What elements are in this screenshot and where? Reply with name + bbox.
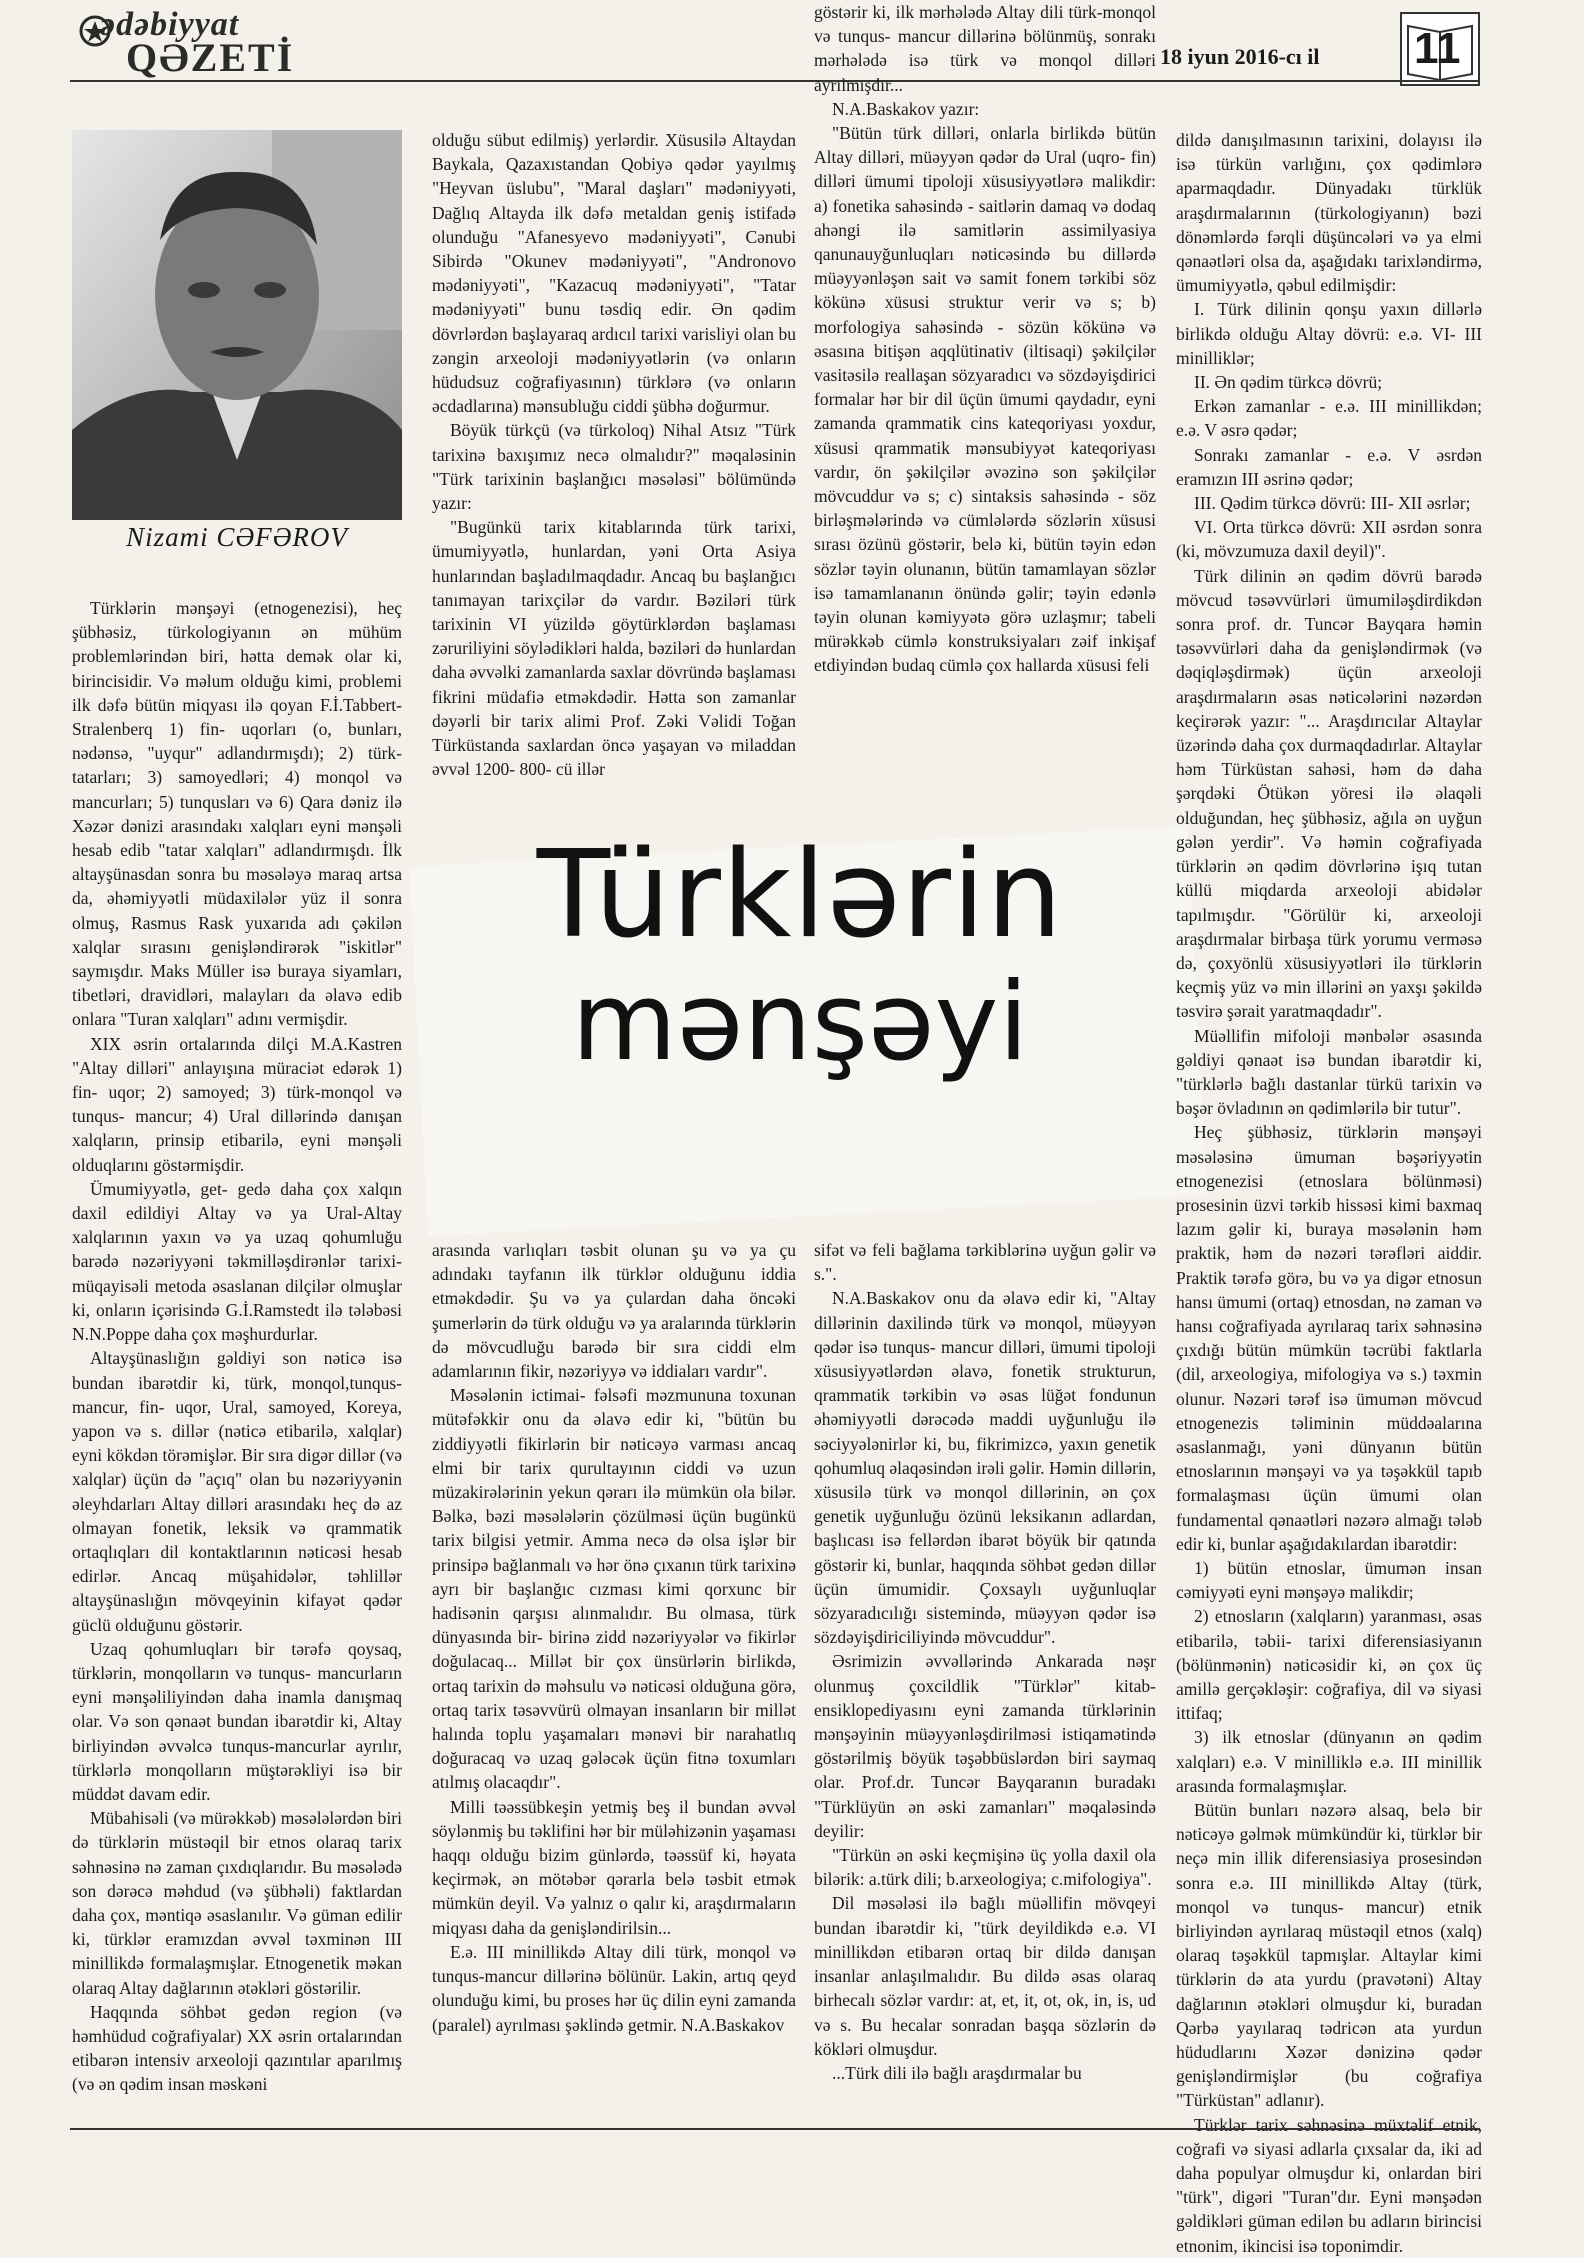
author-photo <box>72 130 402 520</box>
paragraph: 2) etnosların (xalqların) yaranması, əsas etibarilə, təbii- tarixi diferensiasiyanın (bölünmənin) nəticəsidir ki, ən çox üç amillə gerçəkləşir: coğrafiya, dil və siyasi ittifaq; <box>1176 1606 1482 1724</box>
paragraph: Sonrakı zamanlar - e.ə. V əsrdən eramızın III əsrinə qədər; <box>1176 444 1482 489</box>
paragraph: Türklər tarix səhnəsinə müxtəlif etnik, coğrafi və siyasi adlarla çıxsalar da, iki ad daha populyar olmuşdur ki, onlardan biri "türk", digəri "Turan"dır. Eyni mənşədən gəldikləri güman edilən bu adların birincisi etnonim, ikincisi isə toponimdir. <box>1176 2114 1482 2256</box>
paragraph: VI. Orta türkcə dövrü: XII əsrdən sonra (ki, mövzumuza daxil deyil)". <box>1176 517 1482 562</box>
headline-line-1: Türklərin <box>536 826 1064 965</box>
issue-date: 18 iyun 2016-cı il <box>1160 44 1320 69</box>
paragraph: N.A.Baskakov yazır: <box>832 98 980 119</box>
paragraph: Ümumiyyətlə, get- gedə daha çox xalqın daxil edildiyi Altay və ya Ural-Altay xalqlarının yaxın və ya uzaq qohumluğu barədə nəzəriyyəni təkmilləşdirənlər tarixi-müqayisəli metoda əsaslanan dilçilər olmuşlar ki, onların içərisində G.İ.Ramstedt ilə tələbəsi N.N.Poppe daha çox məşhurdurlar. <box>72 1178 402 1345</box>
paragraph: Erkən zamanlar - e.ə. III minillikdən; e.ə. V əsrə qədər; <box>1176 396 1482 441</box>
paragraph: Haqqında söhbət gedən region (və həmhüdud coğrafiyalar) XX əsrin ortalarından etibarən intensiv arxeoloji qazıntılar aparılmış (və ən qədim insan məskəni <box>72 2001 402 2095</box>
newspaper-logo <box>78 6 318 80</box>
paragraph: "Bugünkü tarix kitablarında türk tarixi, ümumiyyətlə, hunlardan, yəni Orta Asiya hunlarından başladılmaqdadır. Ancaq bu başlanğıcı tanımayan tarixçilər də vardır. Bəziləri türk tarixinin VI yüzildə göytürklərdən başlaması zəruriliyini söylədikləri halda, bəziləri də hunlardan daha əvvəlki zamanlarda saxlar dövründə başlaması fikrini müdafiə etməkdədir. Hətta son zamanlar dəyərli bir tarix alimi Prof. Zəki Vəlidi Toğan Türküstanda saxlardan öncə yaşayan və miladdan əvvəl 1200- 800- cü illər <box>432 517 796 780</box>
paragraph: E.ə. III minillikdə Altay dili türk, monqol və tunqus-mancur dillərinə bölünür. Lakin, artıq qeyd olunduğu kimi, bu proses hər üç dilin eyni zamanda (paralel) ayrılması şəklində getmir. N.A.Baskakov <box>432 1941 796 2035</box>
paragraph: Milli təəssübkeşin yetmiş beş il bundan əvvəl söylənmiş bu təklifini hər bir müləhizənin yaşaması haqqı olduğu bizim günlərdə, təəssüf ki, həyata keçirmək, ən mötəbər qərarla belə təsbit etmək mümkün deyil. Və yalnız o qalır ki, araşdırmaların miqyası daha da genişləndirilsin... <box>432 1796 796 1938</box>
paragraph: 1) bütün etnoslar, ümumən insan cəmiyyəti eyni mənşəyə malikdir; <box>1176 1557 1482 1603</box>
paragraph: Uzaq qohumluqları bir tərəfə qoysaq, türklərin, monqolların və tunqus- mancurların eyni mənşəliliyindən daha inamla danışmaq olar. Və son qənaət bundan ibarətdir ki, Altay birliyindən əvvəlcə tunqus-mancurlar ayrılır, türklərlə monqolların müştərəkliyi isə bir müddət davam edir. <box>72 1638 402 1804</box>
headline <box>520 826 1080 1085</box>
paragraph: III. Qədim türkcə dövrü: III- XII əsrlər; <box>1194 493 1471 514</box>
paragraph: göstərir ki, ilk mərhələdə Altay dili türk-monqol və tunqus- mancur dillərinə bölünmüş, sonrakı mərhələdə isə türk və monqol dilləri ayrılmışdır... <box>814 2 1156 95</box>
paragraph: Böyük türkçü (və türkoloq) Nihal Atsız "Türk tarixinə baxışımız necə olmalıdır?" məqaləsinin "Türk tarixinin başlanğıcı məsələsi" bölümündə yazır: <box>432 420 796 514</box>
paragraph: Müəllifin mifoloji mənbələr əsasında gəldiyi qənaət isə bundan ibarətdir ki, "türklərlə bağlı dastanlar türkü tarixin və bəşər övladının ən qədimlərilə bir tutur". <box>1176 1025 1482 1119</box>
paragraph: olduğu sübut edilmiş) yerlərdir. Xüsusilə Altaydan Baykala, Qazaxıstandan Qobiyə qədər yayılmış "Heyvan üslubu", "Maral daşları" mədəniyyəti, Dağlıq Altayda ilk dəfə metaldan geniş istifadə olunduğu "Afanesyevo mədəniyyəti", Cənubi Sibirdə "Okunev mədəniyyəti", "Andronovo mədəniyyəti", "Kazacuq mədəniyyəti", "Tatar mədəniyyəti" bunu təsdiq edir. Ən qədim dövrlərdən başlayaraq ardıcıl tarixi varisliyi olan bu zəngin arxeoloji mədəniyyətlərin (və onların hüdudsuz coğrafiyasının) türklərə (və onların əcdadlarına) mənsubluğu ciddi şübhə doğurmur. <box>432 130 796 417</box>
page-number: 11 <box>1414 24 1461 73</box>
column-2-top <box>432 128 796 781</box>
paragraph: II. Ən qədim türkcə dövrü; <box>1194 372 1383 393</box>
paragraph: 3) ilk etnoslar (dünyanın ən qədim xalqları) e.ə. V minilliklə e.ə. III minillik arasında formalaşmışlar. <box>1176 1727 1482 1796</box>
paragraph: N.A.Baskakov onu da əlavə edir ki, "Altay dillərinin daxilində türk və monqol, müəyyən qədər isə tunqus- mancur dilləri, ümumi tipoloji xüsusiyyətlərdən əlavə, fonetik strukturun, qrammatik tərkibin və əsas lüğət fondunun əhəmiyyətli dərəcədə maddi uyğunluğu ilə səciyyələnirlər ki, bu, fikrimizcə, yaxın genetik qohumluq əlaqəsindən irəli gəlir. Həmin dillərin, xüsusilə türk və monqol dillərinin, ən çox genetik uyğunluğu özünü leksikanın adlardan, başlıcası isə fellərdən ibarət böyük bir qatında göstərir ki, bunlar, haqqında söhbət gedən dillər üçün ümumidir. Çoxsaylı uyğunluqlar sözyaradıcılığı sistemində, müəyyən qədər isə sözdəyişdiriciliyində mövcuddur". <box>814 1288 1156 1648</box>
header-divider <box>70 80 1480 82</box>
paragraph: Bütün bunları nəzərə alsaq, belə bir nəticəyə gəlmək mümkündür ki, türklər bir neçə min illik diferensiasiya prosesindən sonra e.ə. III minillikdə Altay (türk, monqol və tunqus- mancur) etnik birliyindən ayrılaraq müstəqil etnos (xalq) olaraq təşəkkül tapmışlar. Altaylar kimi türklərin də ata yurdu (pravətəni) Altay dağlarının ətəkləri olmuşdur ki, buradan Qərbə yayılaraq tədricən ata yurdun hüdudlarını Xəzər dənizinə qədər genişləndirmişlər (bu coğrafiya "Türküstan" adlanır). <box>1176 1800 1482 2111</box>
author-name: Nizami CƏFƏROV <box>126 522 348 552</box>
column-3-top <box>814 0 1156 678</box>
paragraph: arasında varlıqları təsbit olunan şu və ya çu adındakı tayfanın ilk türklər olduğunu iddia etməkdədir. Şu və ya çulardan daha öncəki şumerlərin də türk olduğu və ya aralarında türklərin də mövcudluğu barədə bir sıra ciddi elm adamlarının fikir, nəzəriyyə və iddiaları vardır". <box>432 1240 796 1382</box>
paragraph: XIX əsrin ortalarında dilçi M.A.Kastren "Altay dilləri" anlayışına müraciət edərək 1) fin- uqor; 2) samoyed; 3) türk-monqol və tunqus- mancur; 4) Ural dillərində danışan xalqların, prinsip etibarilə, eyni mənşəli olduqlarını göstərmişdir. <box>72 1033 402 1175</box>
column-3-bottom <box>814 1238 1156 2085</box>
paragraph: Türk dilinin ən qədim dövrü barədə mövcud təsəvvürləri ümumiləşdirdikdən sonra prof. dr. Tuncər Bayqara həmin təsəvvürləri daha da genişləndirmək (və dəqiqləşdirmək) üçün arxeoloji araşdırmaların əsas nəticələrini nəzərdən keçirərək yazır: "... Araşdırıcılar Altaylar üzərində daha çox durmaqdadırlar. Altaylar həm Türküstan sahəsi, həm də daha şərqdəki Ötükən yöresi ilə əlaqəli olduğundan, heç şübhəsiz, ağıla ən uyğun gələn yerdir". Və həmin coğrafiyada türklərin ən qədim dövrlərinə işıq tutan küllü miqdarda arxeoloji abidələr tapılmışdır. "Görülür ki, arxeoloji araşdırmalar birbaşa türk yorumu verməsə də, çoxyönlü xüsusiyyətləri ilə türklərin keçmiş yüz və min illərini ən yaxşı şəkildə təsvirə şərait yaratmaqdadır". <box>1176 565 1482 1022</box>
column-1 <box>72 596 402 2097</box>
paragraph: sifət və feli bağlama tərkiblərinə uyğun gəlir və s.". <box>814 1240 1156 1285</box>
portrait-image <box>72 130 402 520</box>
paragraph: Məsələnin ictimai- fəlsəfi məzmununa toxunan mütəfəkkir onu da əlavə edir ki, "bütün bu ziddiyyətli fikirlərin bir nəticəyə varması ancaq elmi bir tarix qurultayının ciddi və uzun müzakirələrinin yekun qərarı ilə mümkün ola bilər. Bəlkə, bəzi məsələlərin çözülməsi üçün bugünkü tarix bilgisi yetmir. Amma necə də olsa işlər bir prinsipə bağlanmalı və hər önə çıxanın türk tarixinə ayrı bir başlanğıc cızması kimi qorxunc bir hadisənin qarşısı alınmalıdır. Bu olmasa, türk dünyasında bir- birinə zidd nəzəriyyələr və fikirlər doğulacaq... Millət bir çox ünsürlərin birlikdə, ortaq tarixin də məhsulu və nəticəsi olduğuna görə, ortaq tarix təsəvvürü olmayan insanların bir millət halında toplu yaşamaları mənəvi bir narahatlıq doğuracaq və uzaq gələcək üçün fitnə toxumları atılmış olacaqdır". <box>432 1385 796 1793</box>
paragraph: Mübahisəli (və mürəkkəb) məsələlərdən biri də türklərin müstəqil bir etnos olaraq tarix səhnəsinə nə zaman çıxdıqlarıdır. Bu məsələdə son dərəcə məhdud (və şübhəli) faktlardan daha çox, məntiqə əsaslanılır. Və güman edilir ki, türklər eramızdan əvvəl təxminən III minillikdə formalaşmışlar. Etnogenetik məkan olaraq Altay dağlarının ətəkləri göstərilir. <box>72 1808 402 1998</box>
paragraph: Dil məsələsi ilə bağlı müəllifin mövqeyi bundan ibarətdir ki, "türk deyildikdə e.ə. VI minillikdən etibarən ortaq bir dildə danışan insanlar anlaşılmalıdır. Bu dildə əsas olaraq birhecalı sözlər vardır: at, et, it, ot, ok, in, is, ud və s. Bu hecalar sonradan başqa sözlərin də kökləri olmuşdur. <box>814 1893 1156 2059</box>
footer-divider <box>70 2128 1480 2130</box>
paragraph: "Türkün ən əski keçmişinə üç yolla daxil ola bilərik: a.türk dili; b.arxeologiya; c.mifologiya". <box>814 1845 1156 1890</box>
paragraph: Türklərin mənşəyi (etnogenezisi), heç şübhəsiz, türkologiyanın ən mühüm problemlərindən biri, hətta demək olar ki, birincisidir. Və məlum olduğu kimi, problemi ilk dəfə bütün miqyası ilə qoyan F.İ.Tabbert- Stralenberq 1) fin- uqorları (o, bunları, nədənsə, "uyqur" adlandırmışdı); 2) türk- tatarları; 3) samoyedləri; 4) monqol və mancurları; 5) tunqusları və 6) Qara dəniz ilə Xəzər dənizi arasındakı xalqları eyni mənşəli hesab edib "tatar xalqları" adlandırmışdı. İlk altayşünasdan sonra bu məsələyə maraq artsa da, əhəmiyyətli müdaxilələr yüz il sonra olmuş, Rasmus Rask yuxarıda adı çəkilən xalqlar sırasını genişləndirərək "iskitlər" saymışdır. Maks Müller isə buraya siyamları, tibetləri, dravidləri, malayları da əlavə edib onlara "Turan xalqları" adını vermişdir. <box>72 598 402 1030</box>
headline-line-2: mənşəyi <box>571 960 1029 1085</box>
paragraph: "Bütün türk dilləri, onlarla birlikdə bütün Altay dilləri, müəyyən qədər də Ural (uqro- fin) dilləri ümumi tipoloji xüsusiyyətlərə malikdir: a) fonetika sahəsində - saitlərin damaq və dodaq ahəngi ilə samitlərin assimilyasiya qanunauyğunluqları nəticəsində bu dillərdə müəyyənləşən sait və samit fonem tərkibi söz kökünə xüsusi struktur verir və s; b) morfologiya sahəsində - sözün kökünə və əsasına bitişən aqqlütinativ (iltisaqi) şəkilçilər vasitəsilə reallaşan sözyaradıcı və sözdəyişdirici formalar hər bir dil üçün ümumi qaydadır, eyni zamanda qrammatik cins kateqoriyası yoxdur, xüsusi qrammatik mənsubiyyət kateqoriyası vardır, ön şəkilçilər əvəzinə son şəkilçilər mövcuddur və s; c) sintaksis sahəsində - söz birləşmələrində və cümlələrdə sözlərin xüsusi sırası özünü göstərir, belə ki, bütün təyin edən sözlər təyin olunanın, bütün tamamlayan sözlər isə tamamlananın önündə gəlir; təyin edənlə təyin olunan kəmiyyətə görə uzlaşmır; tabeli mürəkkəb cümlə konstruksiyaları zəif inkişaf etdiyindən budaq cümlə çox hallarda xüsusi feli <box>814 123 1156 676</box>
logo-bottom-word: QƏZETİ <box>126 35 295 80</box>
paragraph: dildə danışılmasının tarixini, dolayısı ilə isə türkün varlığını, çox qədimlərə aparmaqdadır. Dünyadakı türklük araşdırmalarının (türkologiyanın) bəzi dönəmlərdə fərqli düşüncələri və ya elmi qənaətləri olsa da, aşağıdakı tarixləndirmə, ümumiyyətlə, qəbul edilmişdir: <box>1176 130 1482 296</box>
paragraph: Əsrimizin əvvəllərində Ankarada nəşr olunmuş çoxcildlik "Türklər" kitab- ensiklopediyasını eyni zamanda türklərinin mənşəyinin müəyyənləşdirilməsi istiqamətində göstərilmiş böyük təşəbbüslərdən biri saymaq olar. Prof.dr. Tuncər Bayqaranın buradakı "Türklüyün ən əski zamanları" məqaləsində deyilir: <box>814 1651 1156 1841</box>
column-4 <box>1176 128 1482 2258</box>
logo-top-word: ədəbiyyat <box>100 6 240 43</box>
paragraph: ...Türk dili ilə bağlı araşdırmalar bu <box>832 2062 1082 2083</box>
paragraph: Altayşünaslığın gəldiyi son nəticə isə bundan ibarətdir ki, türk, monqol,tunqus-mancur, fin- uqor, Ural, samoyed, Koreya, yapon və s. dillər (nəticə etibarilə, xalqlar) eyni kökdən törəmişlər. Bir sıra digər dillər (və xalqlar) üçün də "açıq" olan bu nəzəriyyənin əleyhdarları Altay dilləri arasındakı heç də az olmayan fonetik, leksik və qrammatik ortaqlıqları dil kontaktlarının nəticəsi hesab edirlər. Ancaq müşahidələr, təhlillər altayşünaslığın mövqeyinin kifayət qədər güclü olduğunu göstərir. <box>72 1348 402 1635</box>
paragraph: Heç şübhəsiz, türklərin mənşəyi məsələsinə ümuman bəşəriyyətin etnogenezisi (etnoslara bölünməsi) prosesinin üzvi tərkib hissəsi kimi baxmaq lazım gəlir ki, buraya məsələnin həm praktik, həm də nəzəri tərəfləri aiddir. Praktik tərəfə görə, bu və ya digər etnosun hansı ümumi (ortaq) etnosdan, nə zaman və hansı coğrafiyada ayrılaraq tarix səhnəsinə çıxdığı bütün mümkün təcrübi faktlarla (dil, arxeologiya, mifologiya və s.) təxmin olunur. Nəzəri tərəf isə ümumən mövcud etnogenezis təliminin müddəalarına əsaslanmağı, yəni dünyanın bütün etnoslarının mənşəyi və ya təşəkkül tapıb formalaşması üçün ümumi olan fundamental qənaətləri nəzərə almağı tələb edir ki, bunlar aşağıdakılardan ibarətdir: <box>1176 1122 1482 1554</box>
column-2-bottom <box>432 1238 796 2037</box>
paragraph: I. Türk dilinin qonşu yaxın dillərlə birlikdə olduğu Altay dövrü: e.ə. VI- III minilliklər; <box>1176 299 1482 368</box>
